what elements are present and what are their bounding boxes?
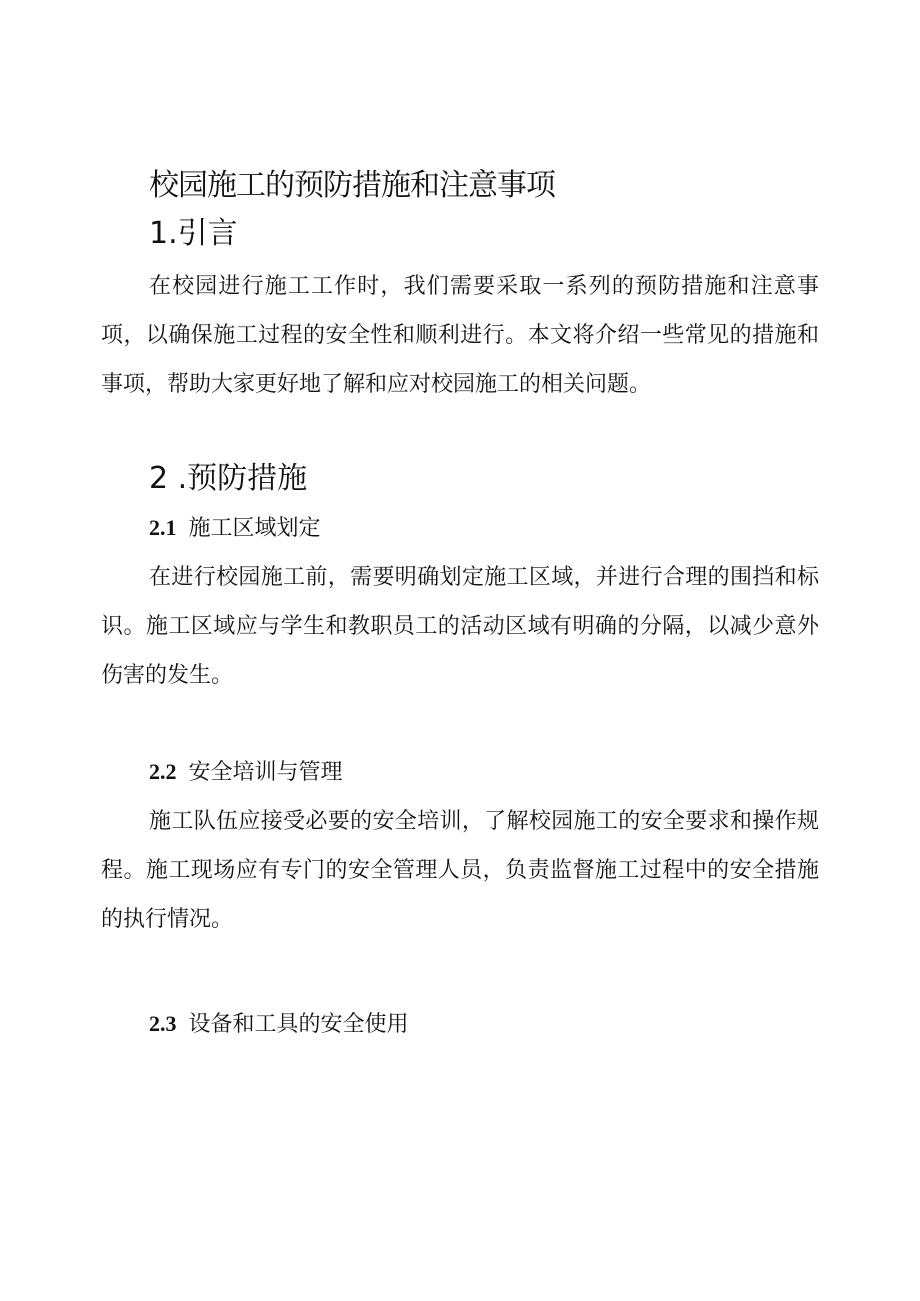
subsection-2-1-heading	[149, 513, 321, 544]
subsection-2-1-number: 2.1	[149, 515, 177, 540]
subsection-2-1-title: 施工区域划定	[188, 516, 321, 541]
subsection-2-3-title: 设备和工具的安全使用	[188, 1012, 409, 1037]
section-2-heading: 2 .预防措施	[149, 461, 308, 496]
subsection-2-2-number: 2.2	[149, 759, 177, 784]
section-1-heading: 1.引言	[149, 216, 238, 251]
document-title: 校园施工的预防措施和注意事项	[149, 168, 555, 203]
subsection-2-3-number: 2.3	[149, 1011, 177, 1036]
subsection-2-1-paragraph: 在进行校园施工前，需要明确划定施工区域，并进行合理的围挡和标识。施工区域应与学生和教职员工的活动区域有明确的分隔，以减少意外伤害的发生。	[101, 565, 819, 688]
subsection-2-3-heading	[149, 1009, 409, 1040]
section-1-paragraph: 在校园进行施工工作时，我们需要采取一系列的预防措施和注意事项，以确保施工过程的安全性和顺利进行。本文将介绍一些常见的措施和事项，帮助大家更好地了解和应对校园施工的相关问题。	[101, 274, 819, 397]
subsection-2-2-paragraph: 施工队伍应接受必要的安全培训，了解校园施工的安全要求和操作规程。施工现场应有专门的安全管理人员，负责监督施工过程中的安全措施的执行情况。	[101, 809, 819, 932]
subsection-2-2-title: 安全培训与管理	[188, 760, 343, 785]
subsection-2-2-heading	[149, 757, 343, 788]
